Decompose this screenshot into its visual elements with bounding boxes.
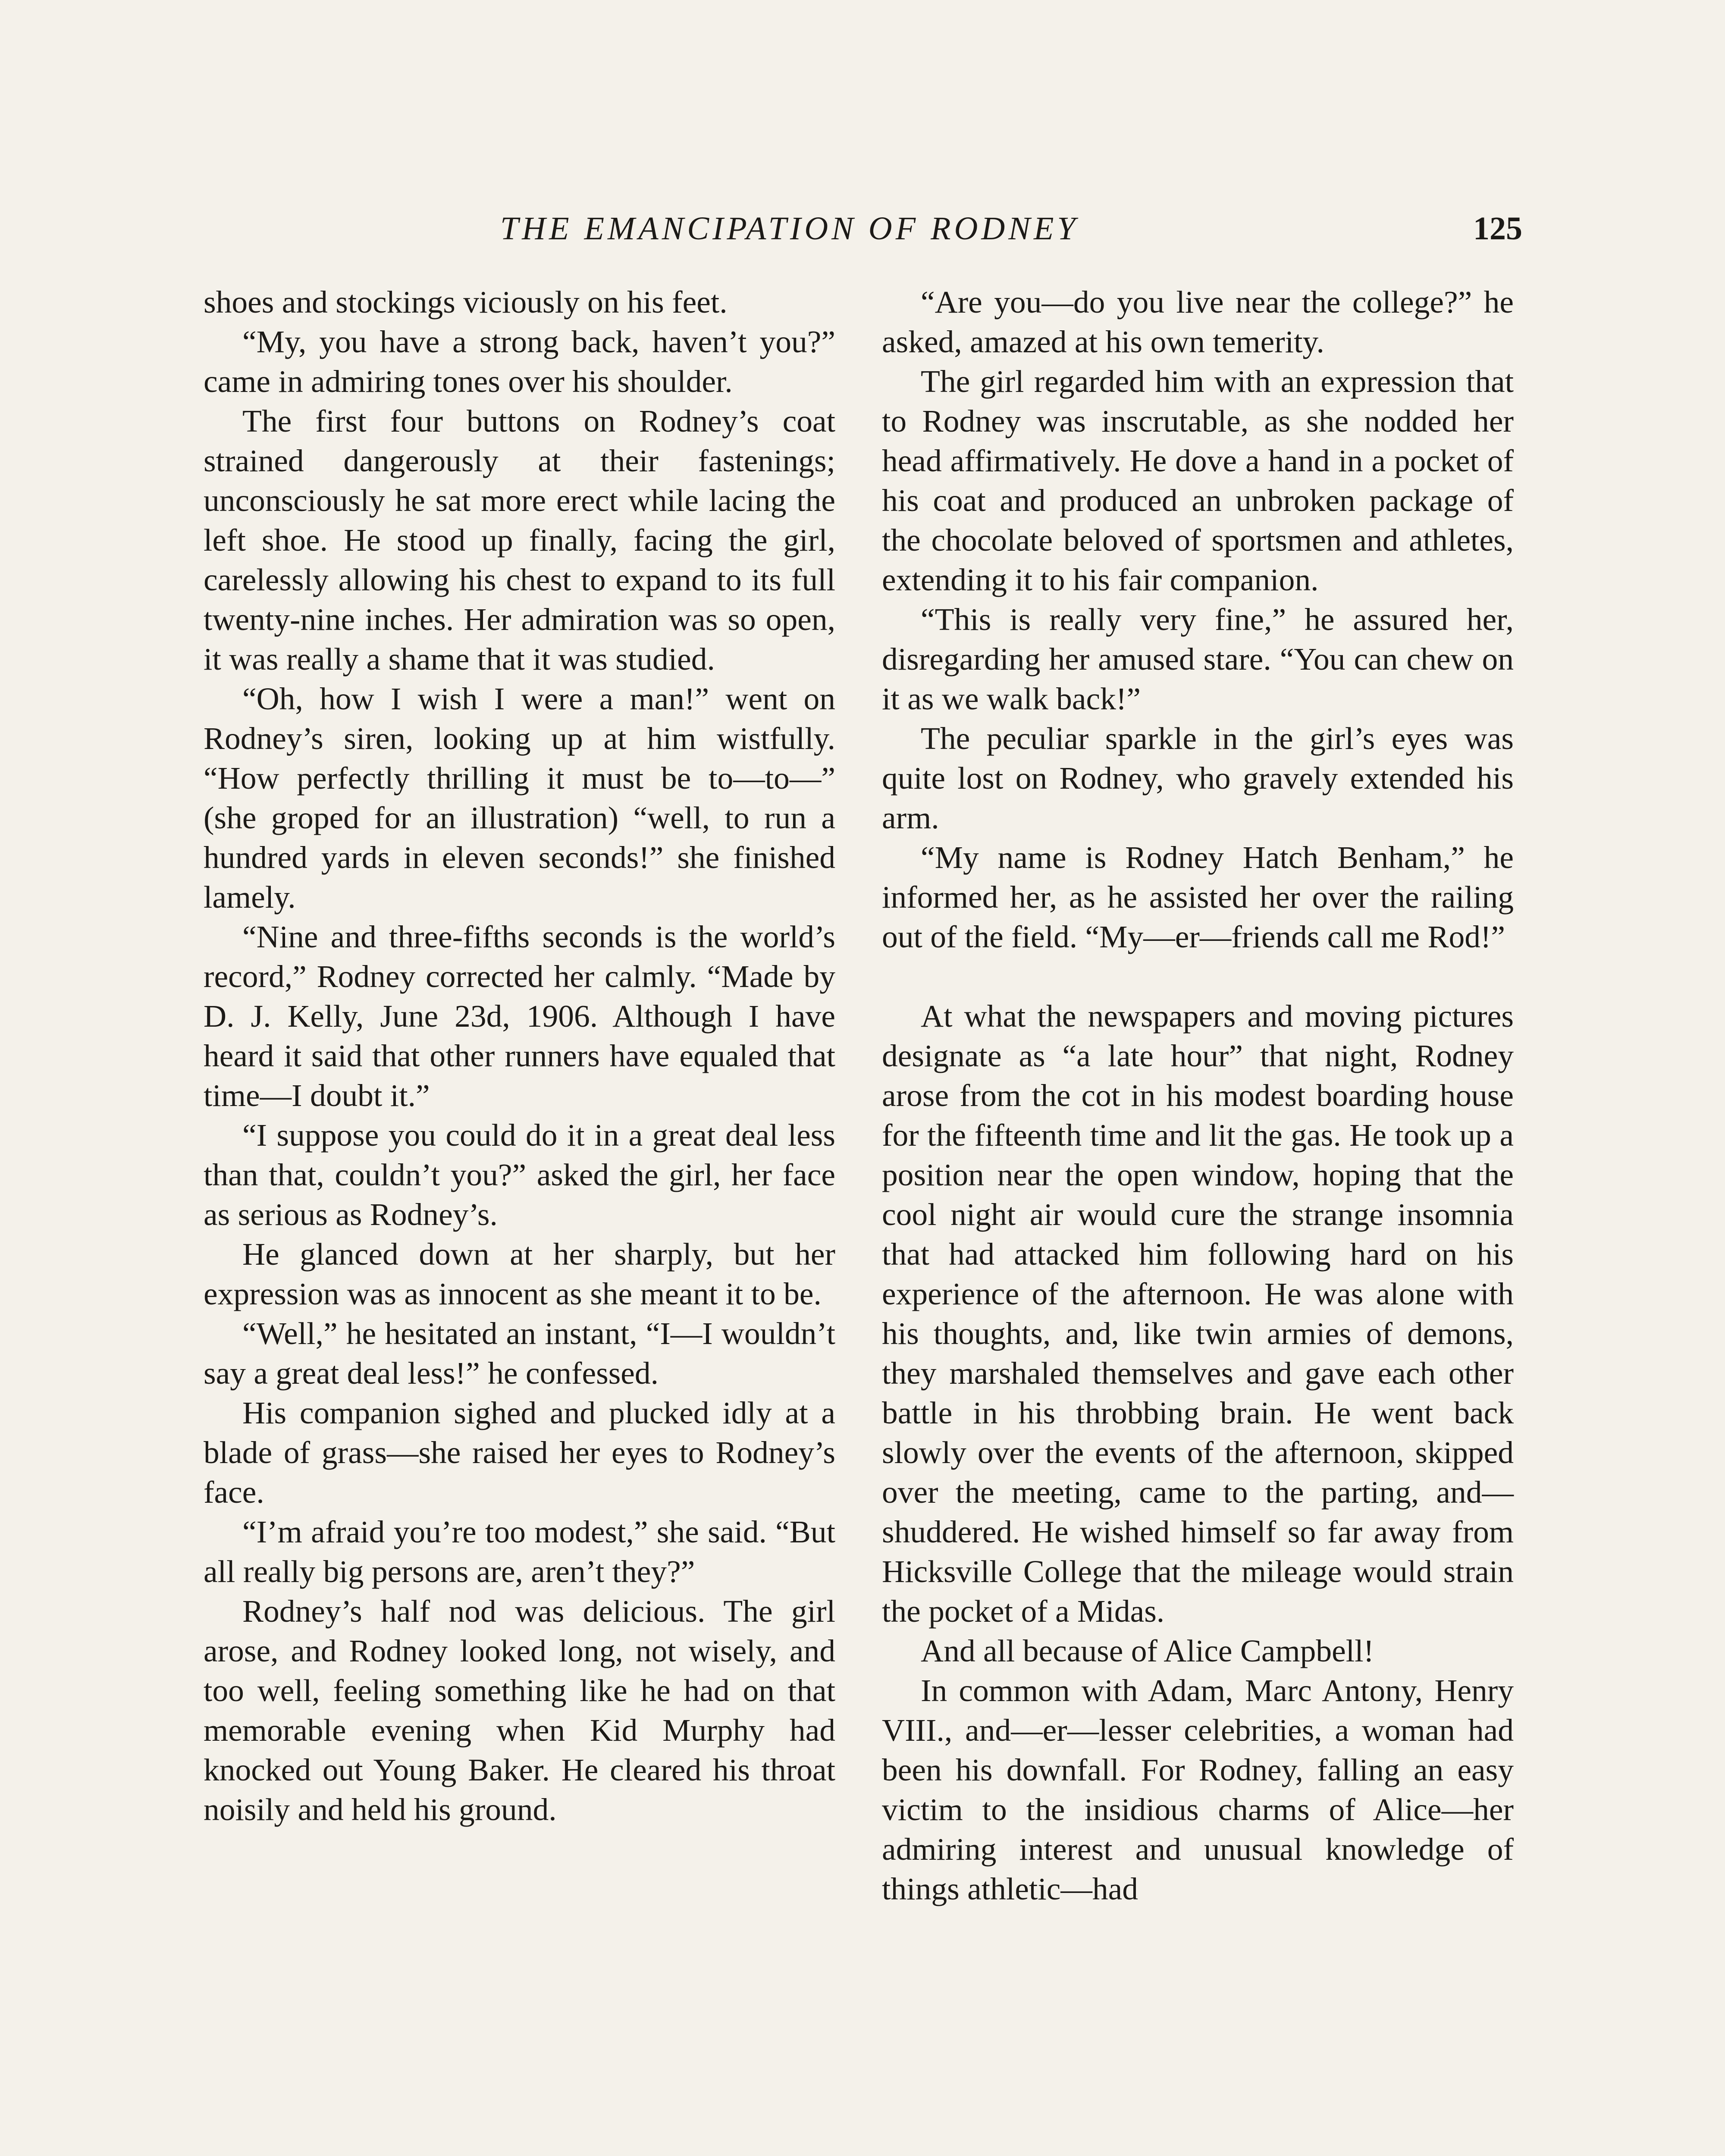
paragraph: His companion sighed and plucked idly at a blade of grass—she raised her eyes to Rodney’s face. — [204, 1395, 835, 1510]
paragraph: “I’m afraid you’re too modest,” she said. “But all really big persons are, aren’t they?” — [204, 1514, 835, 1589]
paragraph: The girl regarded him with an expression that to Rodney was inscrutable, as she nodded her head affirmatively. He dove a hand in a pocket of his coat and produced an unbroken package of the chocolate beloved of sportsmen and athletes, extending it to his fair companion. — [882, 364, 1514, 597]
left-column — [204, 282, 835, 1830]
paragraph: “My name is Rodney Hatch Benham,” he informed her, as he assisted her over the railing out of the field. “My—er—friends call me Rod!” — [882, 840, 1514, 954]
paragraph: “Are you—do you live near the college?” he asked, amazed at his own temerity. — [882, 285, 1514, 359]
running-head — [207, 205, 1522, 252]
page-number: 125 — [1473, 210, 1522, 247]
running-title: THE EMANCIPATION OF RODNEY — [500, 210, 1079, 247]
paragraph: “My, you have a strong back, haven’t you?” came in admiring tones over his shoulder. — [204, 324, 835, 399]
right-column — [882, 282, 1514, 1909]
paragraph: “This is really very fine,” he assured her, disregarding her amused stare. “You can chew on it as we walk back!” — [882, 602, 1514, 716]
paragraph: “Nine and three-fifths seconds is the world’s record,” Rodney corrected her calmly. “Made by D. J. Kelly, June 23d, 1906. Although I have heard it said that other runners have equaled that time—I doubt it.” — [204, 919, 835, 1113]
paragraph: “Well,” he hesitated an instant, “I—I wouldn’t say a great deal less!” he confessed. — [204, 1316, 835, 1391]
paragraph: Rodney’s half nod was delicious. The girl arose, and Rodney looked long, not wisely, and too well, feeling something like he had on that memorable evening when Kid Murphy had knocked out Young Baker. He cleared his throat noisily and held his ground. — [204, 1594, 835, 1827]
paragraph: The peculiar sparkle in the girl’s eyes was quite lost on Rodney, who gravely extended his arm. — [882, 721, 1514, 835]
paragraph: In common with Adam, Marc Antony, Henry VIII., and—er—lesser celebrities, a woman had been his downfall. For Rodney, falling an easy victim to the insidious charms of Alice—her admiring interest and unusual knowledge of things athletic—had — [882, 1673, 1514, 1906]
paragraph: And all because of Alice Campbell! — [921, 1633, 1374, 1668]
paragraph: “Oh, how I wish I were a man!” went on Rodney’s siren, looking up at him wistfully. “How perfectly thrilling it must be to—to—” (she groped for an illustration) “well, to run a hundred yards in eleven seconds!” she finished lamely. — [204, 681, 835, 915]
paragraph: “I suppose you could do it in a great deal less than that, couldn’t you?” asked the girl, her face as serious as Rodney’s. — [204, 1118, 835, 1232]
paragraph: shoes and stockings viciously on his feet. — [204, 285, 728, 320]
paragraph: The first four buttons on Rodney’s coat strained dangerously at their fastenings; unconsciously he sat more erect while lacing the left shoe. He stood up finally, facing the girl, carelessly allowing his chest to expand to its full twenty-nine inches. Her admiration was so open, it was really a shame that it was studied. — [204, 404, 835, 677]
paragraph: At what the newspapers and moving pictures designate as “a late hour” that night, Rodney arose from the cot in his modest boarding house for the fifteenth time and lit the gas. He took up a position near the open window, hoping that the cool night air would cure the strange insomnia that had attacked him following hard on his experience of the afternoon. He was alone with his thoughts, and, like twin armies of demons, they marshaled themselves and gave each other battle in his throbbing brain. He went back slowly over the events of the afternoon, skipped over the meeting, came to the parting, and—shuddered. He wished himself so far away from Hicksville College that the mileage would strain the pocket of a Midas. — [882, 999, 1514, 1629]
paragraph: He glanced down at her sharply, but her expression was as innocent as she meant it to be. — [204, 1237, 835, 1311]
